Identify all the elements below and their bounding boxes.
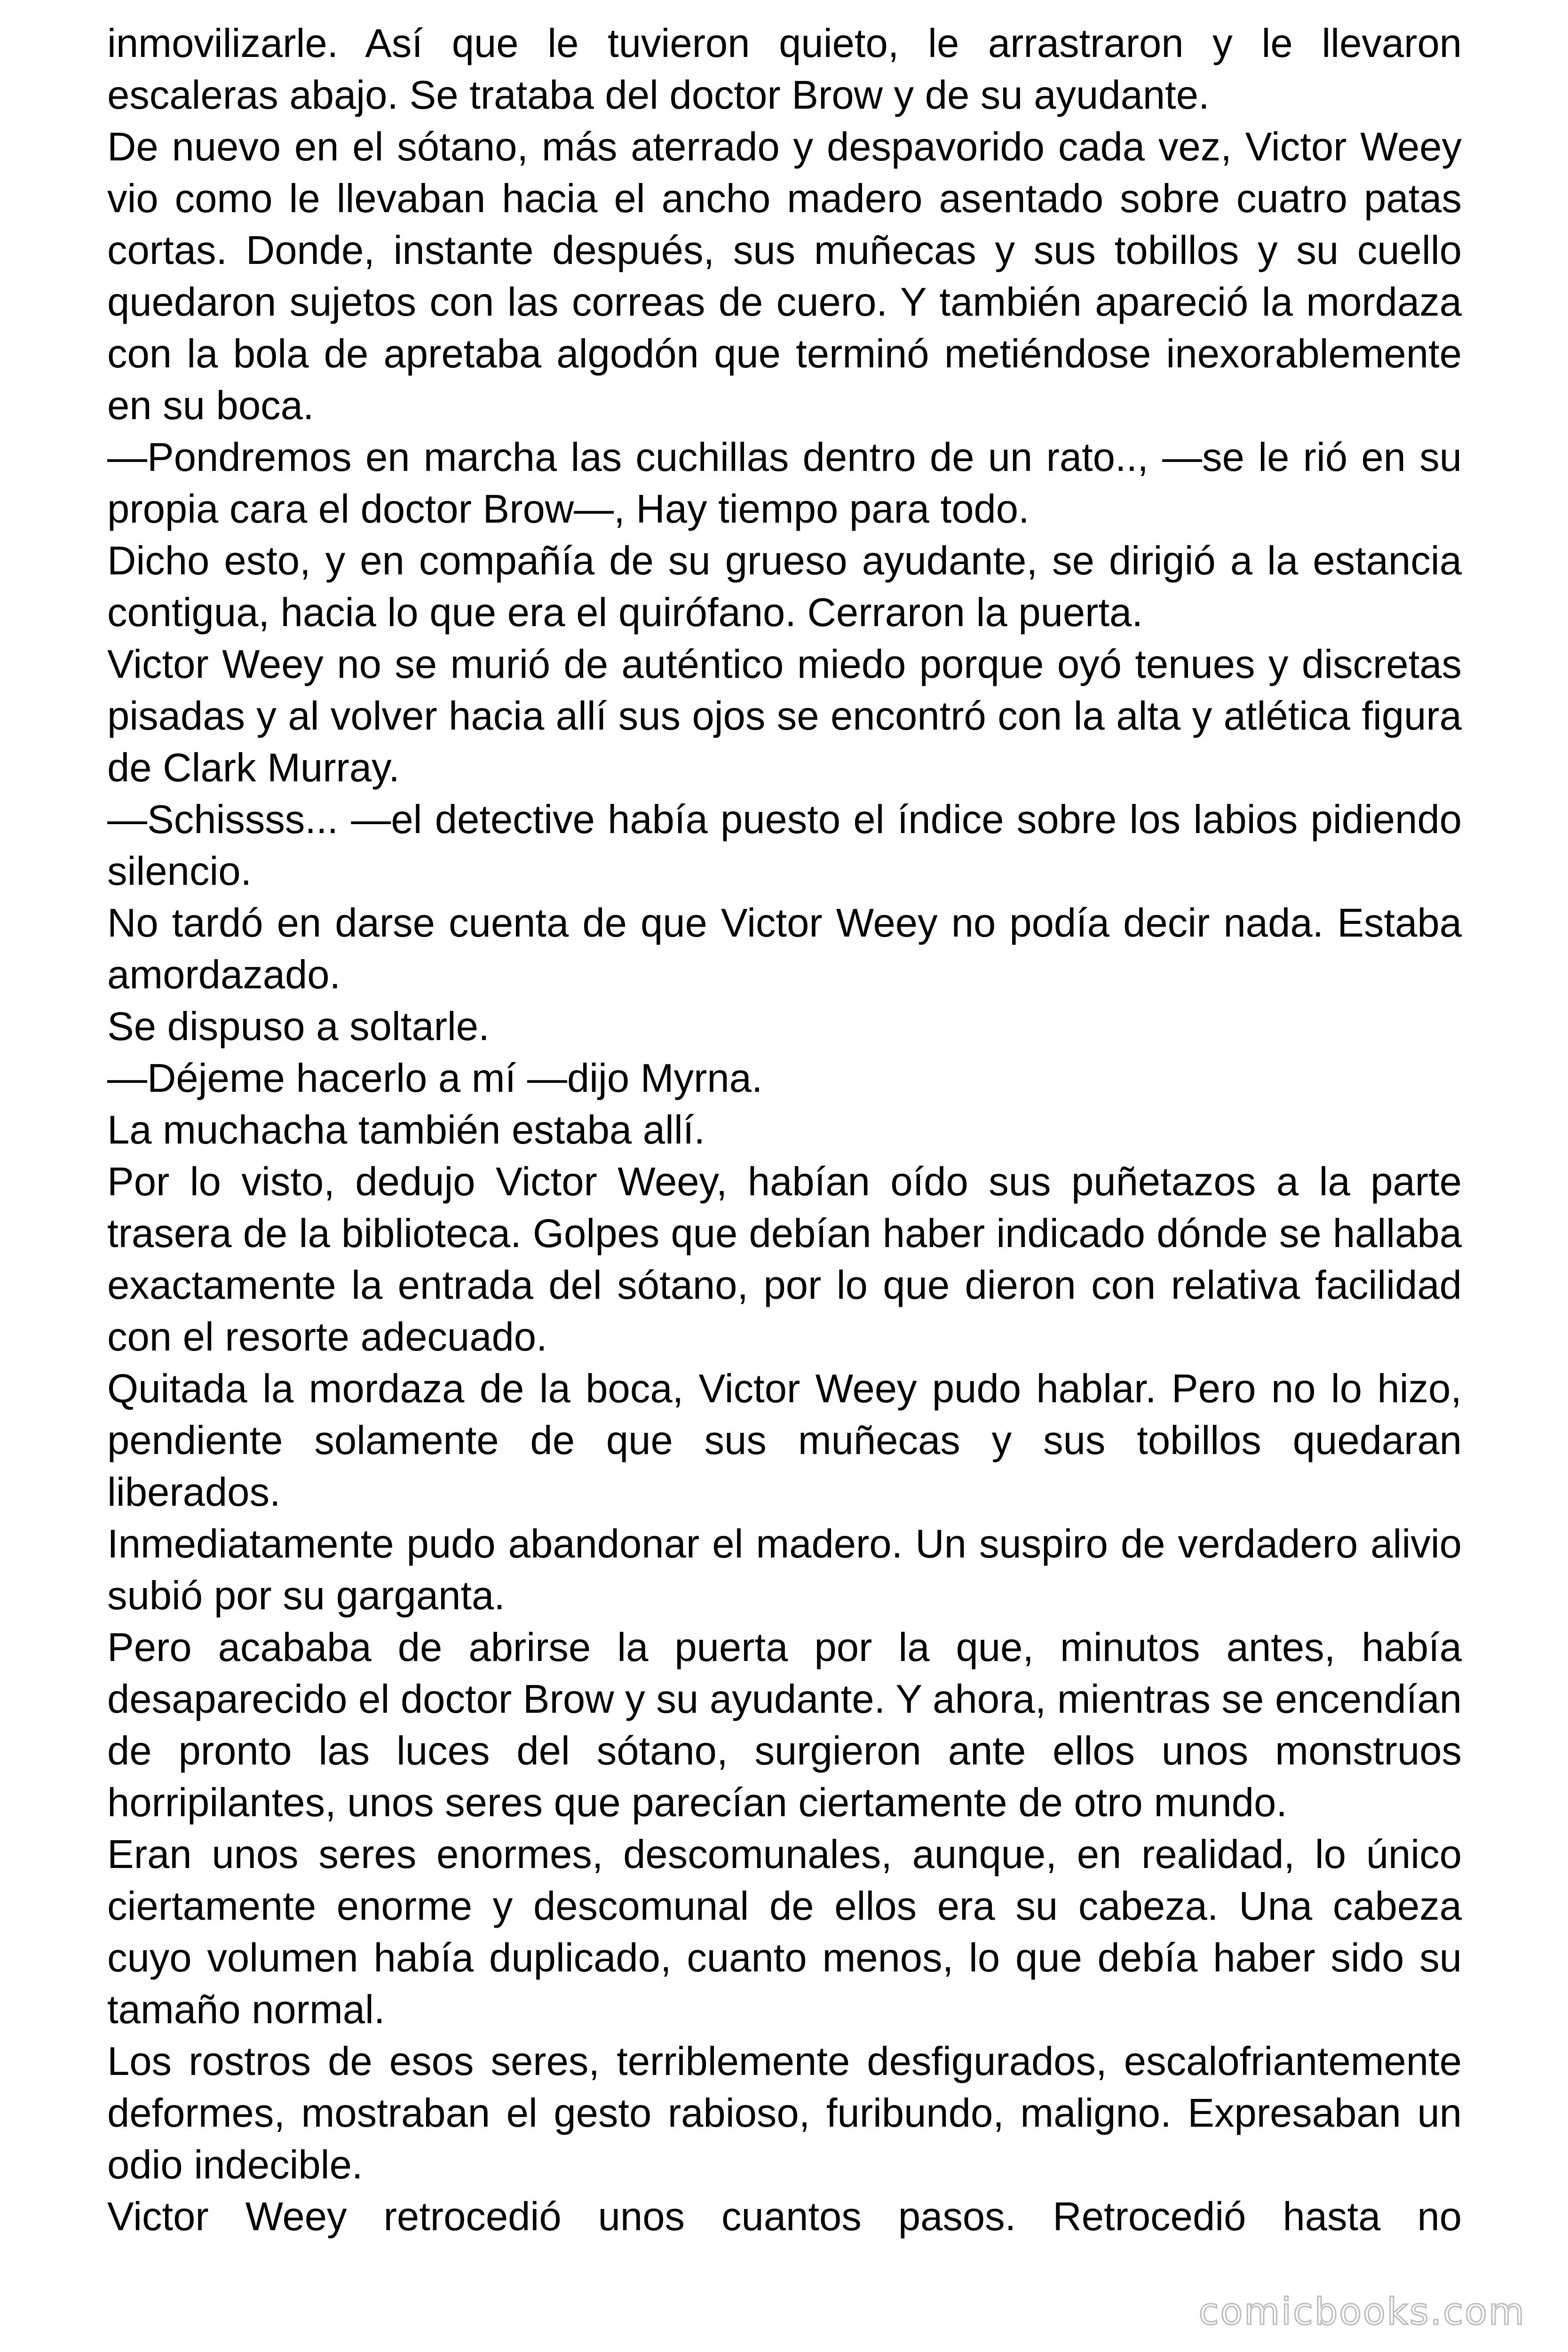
paragraph: No tardó en darse cuenta de que Victor Weey no podía decir nada. Estaba amordazado. xyxy=(107,901,1462,997)
watermark-logo: comicbooks.com xyxy=(1198,2291,1526,2333)
paragraph: inmovilizarle. Así que le tuvieron quieto, le arrastraron y le llevaron escaleras abajo. Se trataba del doctor Brow y de su ayudante. xyxy=(107,21,1462,118)
paragraph: Los rostros de esos seres, terriblemente desfigurados, escalofriantemente deformes, mostraban el gesto rabioso, furibundo, maligno. Expresaban un odio indecible. xyxy=(107,2039,1462,2187)
paragraph: La muchacha también estaba allí. xyxy=(107,1108,705,1152)
paragraph: Se dispuso a soltarle. xyxy=(107,1004,490,1049)
paragraph: —Déjeme hacerlo a mí —dijo Myrna. xyxy=(107,1056,763,1101)
paragraph: De nuevo en el sótano, más aterrado y despavorido cada vez, Victor Weey vio como le llevaban hacia el ancho madero asentado sobre cuatro patas cortas. Donde, instante después, sus muñecas y sus tobillos y su cuello quedaron sujetos con las correas de cuero. Y también apareció la mordaza con la bola de apretaba algodón que terminó metiéndose inexorablemente en su boca. xyxy=(107,125,1462,428)
paragraph: Pero acababa de abrirse la puerta por la que, minutos antes, había desaparecido el doctor Brow y su ayudante. Y ahora, mientras se encendían de pronto las luces del sótano, surgieron ante ellos unos monstruos horripilantes, unos seres que parecían ciertamente de otro mundo. xyxy=(107,1625,1462,1825)
paragraph: Dicho esto, y en compañía de su grueso ayudante, se dirigió a la estancia contigua, hacia lo que era el quirófano. Cerraron la puerta. xyxy=(107,539,1462,635)
paragraph: Quitada la mordaza de la boca, Victor Weey pudo hablar. Pero no lo hizo, pendiente solamente de que sus muñecas y sus tobillos quedaran liberados. xyxy=(107,1367,1462,1515)
paragraph: Inmediatamente pudo abandonar el madero. Un suspiro de verdadero alivio subió por su garganta. xyxy=(107,1522,1462,1618)
paragraph: —Pondremos en marcha las cuchillas dentro de un rato.., —se le rió en su propia cara el doctor Brow—, Hay tiempo para todo. xyxy=(107,435,1462,532)
paragraph: Victor Weey retrocedió unos cuantos pasos. Retrocedió hasta no xyxy=(107,2194,1462,2239)
document-page xyxy=(107,18,1462,2243)
paragraph: —Schissss... —el detective había puesto el índice sobre los labios pidiendo silencio. xyxy=(107,797,1462,894)
paragraph: Eran unos seres enormes, descomunales, aunque, en realidad, lo único ciertamente enorme y descomunal de ellos era su cabeza. Una cabeza cuyo volumen había duplicado, cuanto menos, lo que debía haber sido su tamaño normal. xyxy=(107,1832,1462,2032)
paragraph: Por lo visto, dedujo Victor Weey, habían oído sus puñetazos a la parte trasera de la biblioteca. Golpes que debían haber indicado dónde se hallaba exactamente la entrada del sótano, por lo que dieron con relativa facilidad con el resorte adecuado. xyxy=(107,1160,1462,1359)
paragraph: Victor Weey no se murió de auténtico miedo porque oyó tenues y discretas pisadas y al volver hacia allí sus ojos se encontró con la alta y atlética figura de Clark Murray. xyxy=(107,642,1462,790)
